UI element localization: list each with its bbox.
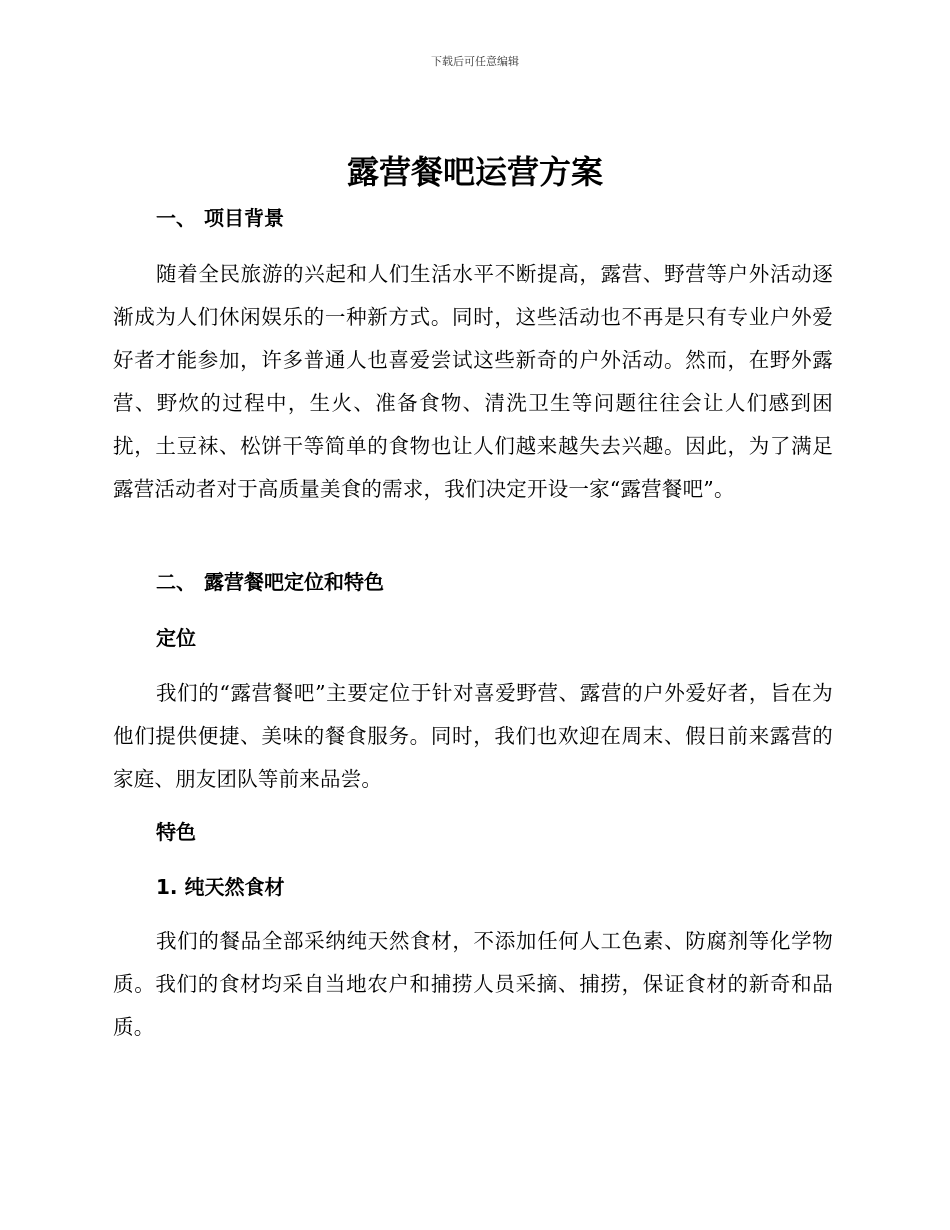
section-2-number: 二、: [156, 570, 196, 594]
feature-1-paragraph: 我们的餐品全部采纳纯天然食材，不添加任何人工色素、防腐剂等化学物质。我们的食材均采自当地农户和捕捞人员采摘、捕捞，保证食材的新奇和品质。: [113, 929, 833, 1039]
positioning-heading: 定位: [156, 626, 196, 650]
section-1-paragraph: 随着全民旅游的兴起和人们生活水平不断提高，露营、野营等户外活动逐渐成为人们休闲娱乐的一种新方式。同时，这些活动也不再是只有专业户外爱好者才能参加，许多普通人也喜爱尝试这些新奇的户外活动。然而，在野外露营、野炊的过程中，生火、准备食物、清洗卫生等问题往往会让人们感到困扰，土豆袜、松饼干等简单的食物也让人们越来越失去兴趣。因此，为了满足露营活动者对于高质量美食的需求，我们决定开设一家“露营餐吧”。: [113, 262, 833, 501]
section-2-title: 露营餐吧定位和特色: [204, 570, 384, 594]
document-title: 露营餐吧运营方案: [346, 153, 603, 191]
page-header-note: 下载后可任意编辑: [431, 55, 519, 68]
features-heading: 特色: [156, 820, 196, 844]
section-1-title: 项目背景: [204, 206, 284, 230]
section-2-heading: [156, 568, 384, 596]
section-1-heading: [156, 204, 284, 232]
positioning-paragraph: 我们的“露营餐吧”主要定位于针对喜爱野营、露营的户外爱好者，旨在为他们提供便捷、美味的餐食服务。同时，我们也欢迎在周末、假日前来露营的家庭、朋友团队等前来品尝。: [113, 681, 833, 791]
feature-1-heading: 1. 纯天然食材: [156, 875, 285, 899]
section-1-number: 一、: [156, 206, 196, 230]
